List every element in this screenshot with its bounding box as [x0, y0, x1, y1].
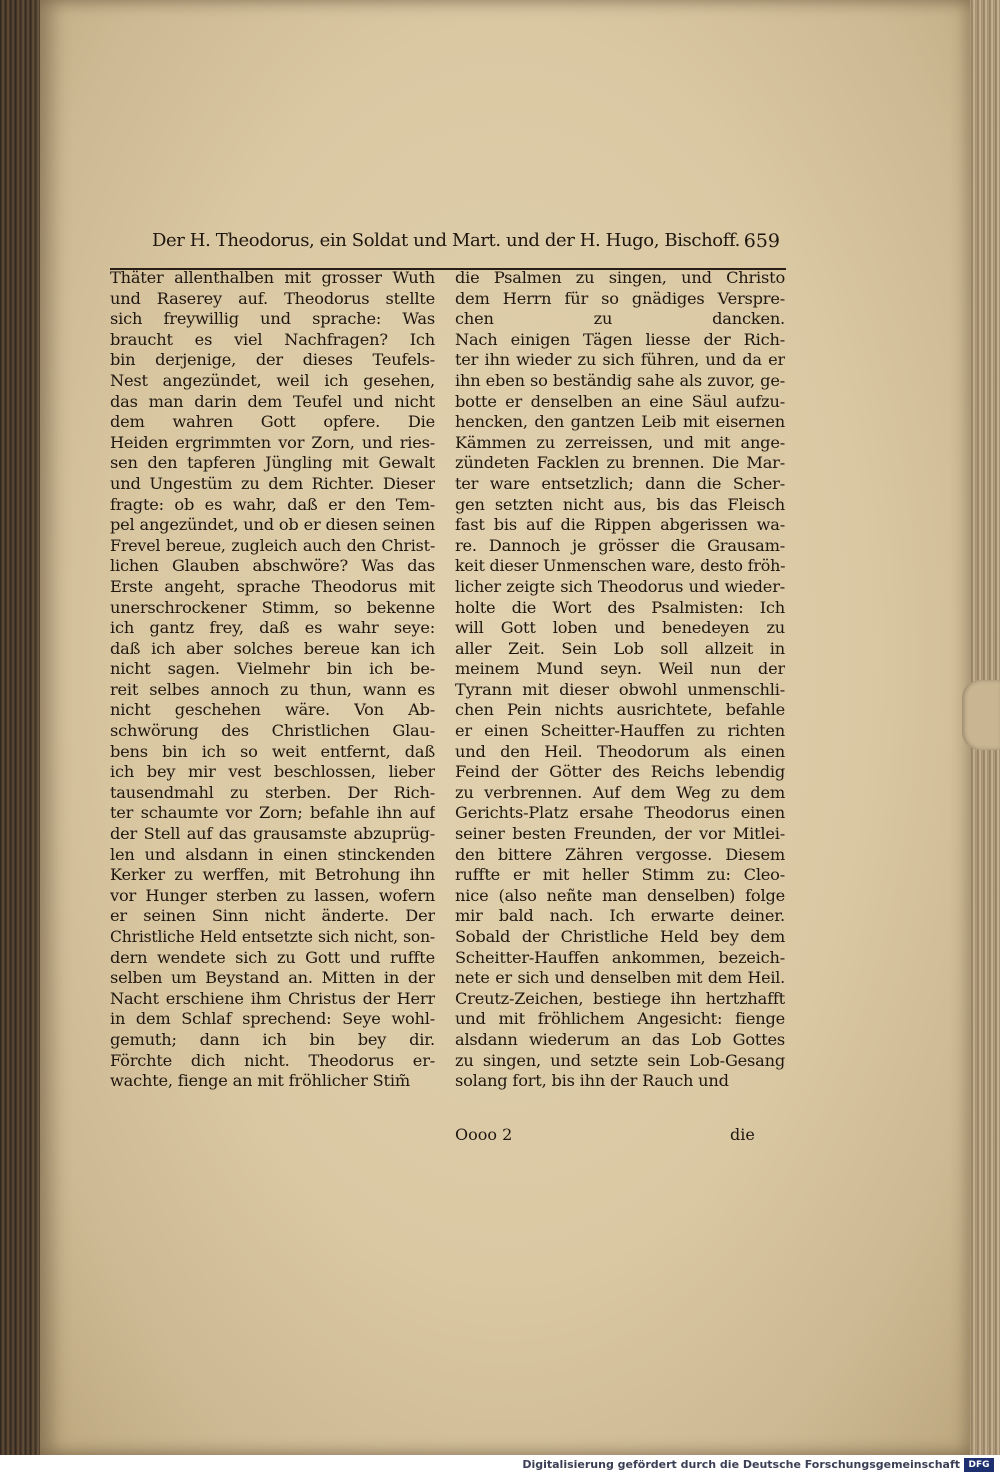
text-line: keit dieser Unmenschen ware, desto fröh-: [455, 556, 785, 576]
text-line: nicht sagen. Vielmehr bin ich be-: [110, 659, 435, 679]
signature-mark: Oooo 2: [455, 1125, 513, 1144]
right-text-column: [455, 268, 785, 1092]
text-line: will Gott loben und benedeyen zu: [455, 618, 785, 638]
text-line: pel angezündet, und ob er diesen seinen: [110, 515, 435, 535]
digitisation-note: Digitalisierung gefördert durch die Deutsche Forschungsgemeinschaft: [522, 1458, 960, 1471]
text-line: Creutz-Zeichen, bestiege ihn hertzhafft: [455, 988, 785, 1008]
text-line: Nach einigen Tägen liesse der Rich-: [455, 329, 785, 349]
page-number: 659: [743, 230, 780, 252]
text-line: licher zeigte sich Theodorus und wieder-: [455, 576, 785, 596]
text-line: Sobald der Christliche Held bey dem: [455, 927, 785, 946]
text-line: mir bald nach. Ich erwarte deiner.: [455, 906, 785, 926]
text-line: vor Hunger sterben zu lassen, wofern: [110, 885, 435, 905]
text-line: re. Dannoch je grösser die Grausam-: [455, 535, 785, 555]
text-line: fragte: ob es wahr, daß er den Tem-: [110, 494, 435, 514]
text-line: alsdann wiederum an das Lob Gottes: [455, 1029, 785, 1049]
text-line: nicht geschehen wäre. Von Ab-: [110, 700, 435, 720]
text-line: Heiden ergrimmten vor Zorn, und ries-: [110, 432, 435, 452]
text-line: sen den tapferen Jüngling mit Gewalt: [110, 453, 435, 473]
text-line: Thäter allenthalben mit grosser Wuth: [110, 268, 435, 287]
text-line: Kämmen zu zerreissen, und mit ange-: [455, 432, 785, 452]
text-line: holte die Wort des Psalmisten: Ich: [455, 597, 785, 617]
text-line: Christliche Held entsetzte sich nicht, son-: [110, 928, 435, 946]
text-line: das man darin dem Teufel und nicht: [110, 391, 435, 411]
text-line: Scheitter-Hauffen ankommen, bezeich-: [455, 947, 785, 967]
text-line: reit selbes annoch zu thun, wann es: [110, 679, 435, 699]
text-line: er einen Scheitter-Hauffen zu richten: [455, 721, 785, 741]
text-line: Feind der Götter des Reichs lebendig: [455, 762, 785, 782]
text-line: ter schaumte vor Zorn; befahle ihn auf: [110, 803, 435, 823]
text-line: Frevel bereue, zugleich auch den Christ-: [110, 535, 435, 555]
text-line: seiner besten Freunden, der vor Mitlei-: [455, 824, 785, 844]
dfg-logo: DFG: [964, 1458, 994, 1472]
text-line: zu verbrennen. Auf dem Weg zu dem: [455, 782, 785, 802]
running-title: Der H. Theodorus, ein Soldat und Mart. und der H. Hugo, Bischoff.: [152, 230, 740, 251]
text-line: und den Heil. Theodorum als einen: [455, 741, 785, 761]
text-line: ihn eben so beständig sahe als zuvor, ge-: [455, 370, 785, 390]
text-line: gen setzten nicht aus, bis das Fleisch: [455, 494, 785, 514]
text-line: Erste angeht, sprache Theodorus mit: [110, 576, 435, 596]
text-line: Tyrann mit dieser obwohl unmenschli-: [455, 679, 785, 699]
text-line: die Psalmen zu singen, und Christo: [455, 268, 785, 287]
text-line: chen zu dancken.: [455, 309, 785, 329]
text-line: bens bin ich so weit entfernt, daß: [110, 741, 435, 761]
text-line: solang fort, bis ihn der Rauch und: [455, 1071, 729, 1091]
text-line: hencken, den gantzen Leib mit eisernen: [455, 412, 785, 432]
text-line: nete er sich und denselben mit dem Heil.: [455, 968, 785, 988]
text-line: Nest angezündet, weil ich gesehen,: [110, 370, 435, 390]
text-line: den bittere Zähren vergosse. Diesem: [455, 844, 785, 864]
text-line: aller Zeit. Sein Lob soll allzeit in: [455, 638, 785, 658]
text-line: Gerichts-Platz ersahe Theodorus einen: [455, 803, 785, 823]
text-line: meinem Mund seyn. Weil nun der: [455, 659, 785, 679]
text-line: zu singen, und setzte sein Lob-Gesang: [455, 1050, 785, 1070]
page-tab-marker: [962, 680, 1000, 750]
text-line: dem wahren Gott opfere. Die: [110, 412, 435, 432]
text-line: und mit fröhlichem Angesicht: fienge: [455, 1009, 785, 1029]
catchword: die: [730, 1125, 755, 1144]
text-line: dem Herrn für so gnädiges Verspre-: [455, 288, 785, 308]
text-line: und Ungestüm zu dem Richter. Dieser: [110, 473, 435, 493]
text-line: botte er denselben an eine Säul aufzu-: [455, 391, 785, 411]
text-line: gemuth; dann ich bin bey dir.: [110, 1029, 435, 1049]
text-line: len und alsdann in einen stinckenden: [110, 844, 435, 864]
running-head: [110, 228, 786, 270]
left-page-stack: [0, 0, 40, 1455]
text-line: ich bey mir vest beschlossen, lieber: [110, 762, 435, 782]
text-line: und Raserey auf. Theodorus stellte: [110, 288, 435, 308]
text-line: unerschrockener Stimm, so bekenne: [110, 597, 435, 617]
text-line: braucht es viel Nachfragen? Ich: [110, 329, 435, 349]
text-line: lichen Glauben abschwöre? Was das: [110, 556, 435, 576]
text-line: daß ich aber solches bereue kan ich: [110, 638, 435, 658]
text-line: ich gantz frey, daß es wahr seye:: [110, 618, 435, 638]
text-line: Förchte dich nicht. Theodorus er-: [110, 1050, 435, 1070]
text-line: sich freywillig und sprache: Was: [110, 309, 435, 329]
text-line: wachte, fienge an mit fröhlicher Stim̃: [110, 1071, 410, 1091]
digitisation-footer: [0, 1455, 1000, 1476]
text-line: selben um Beystand an. Mitten in der: [110, 968, 435, 988]
text-line: chen Pein nichts ausrichtete, befahle: [455, 700, 785, 720]
text-line: fast bis auf die Rippen abgerissen wa-: [455, 515, 785, 535]
text-line: Nacht erschiene ihm Christus der Herr: [110, 988, 435, 1008]
text-line: zündeten Facklen zu brennen. Die Mar-: [455, 453, 785, 473]
text-line: er seinen Sinn nicht änderte. Der: [110, 906, 435, 926]
text-line: dern wendete sich zu Gott und ruffte: [110, 947, 435, 967]
text-line: Kerker zu werffen, mit Betrohung ihn: [110, 865, 435, 885]
text-line: nice (also neñte man denselben) folge: [455, 885, 785, 905]
left-text-column: [110, 268, 435, 1092]
text-line: der Stell auf das grausamste abzuprüg-: [110, 824, 435, 844]
text-line: tausendmahl zu sterben. Der Rich-: [110, 782, 435, 802]
text-line: in dem Schlaf sprechend: Seye wohl-: [110, 1009, 435, 1029]
text-line: ter ware entsetzlich; dann die Scher-: [455, 473, 785, 493]
text-line: bin derjenige, der dieses Teufels-: [110, 350, 435, 370]
text-line: ruffte er mit heller Stimm zu: Cleo-: [455, 865, 785, 885]
text-line: ter ihn wieder zu sich führen, und da er: [455, 350, 785, 370]
text-line: schwörung des Christlichen Glau-: [110, 721, 435, 741]
